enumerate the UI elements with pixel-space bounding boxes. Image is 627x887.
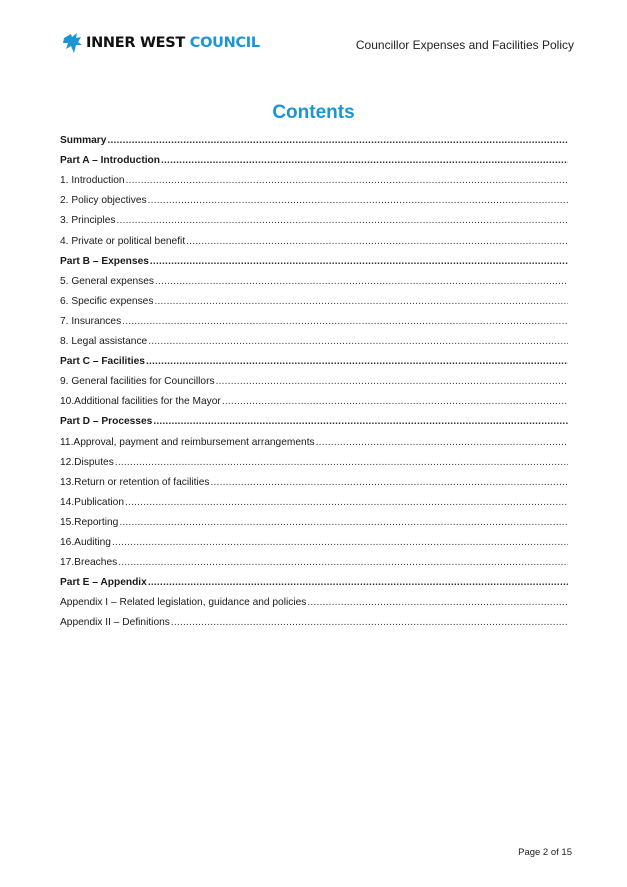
toc-dot-leader (216, 376, 568, 388)
toc-dot-leader (154, 296, 568, 308)
toc-dot-leader (118, 557, 568, 569)
toc-dot-leader (211, 477, 569, 489)
toc-entry-label: 1. Introduction (60, 175, 125, 187)
toc-dot-leader (150, 256, 568, 268)
toc-dot-leader (125, 497, 568, 509)
toc-entry-part-d[interactable] (60, 408, 568, 428)
toc-entry-general-facilities[interactable] (60, 368, 568, 388)
toc-entry-principles[interactable] (60, 207, 568, 227)
toc-entry-label: 17.Breaches (60, 557, 118, 569)
toc-entry-private-political-benefit[interactable] (60, 227, 568, 247)
toc-entry-disputes[interactable] (60, 449, 568, 469)
toc-dot-leader (126, 175, 568, 187)
council-logo (62, 31, 260, 55)
toc-dot-leader (316, 437, 568, 449)
toc-entry-label: Part B – Expenses (60, 255, 149, 267)
toc-dot-leader (148, 336, 568, 348)
toc-entry-label: 6. Specific expenses (60, 295, 154, 307)
document-title: Councillor Expenses and Facilities Policy (355, 38, 574, 52)
toc-entry-publication[interactable] (60, 489, 568, 509)
toc-entry-label: 4. Private or political benefit (60, 235, 186, 247)
logo-word-inner-west: INNER WEST (86, 35, 186, 51)
toc-dot-leader (307, 597, 568, 609)
toc-entry-auditing[interactable] (60, 529, 568, 549)
toc-entry-label: 2. Policy objectives (60, 195, 147, 207)
toc-entry-label: Part E – Appendix (60, 577, 147, 589)
toc-entry-label: 15.Reporting (60, 516, 119, 528)
toc-dot-leader (122, 316, 568, 328)
toc-entry-label: Part D – Processes (60, 416, 153, 428)
toc-entry-part-a[interactable] (60, 147, 568, 167)
toc-entry-part-c[interactable] (60, 348, 568, 368)
toc-dot-leader (222, 396, 568, 408)
toc-entry-label: 11.Approval, payment and reimbursement arrangements (60, 436, 315, 448)
page-number: Page 2 of 15 (518, 847, 572, 858)
toc-entry-breaches[interactable] (60, 549, 568, 569)
toc-entry-label: 7. Insurances (60, 315, 122, 327)
toc-dot-leader (186, 236, 568, 248)
toc-entry-label: 13.Return or retention of facilities (60, 476, 210, 488)
toc-entry-label: 14.Publication (60, 496, 125, 508)
toc-entry-label: 16.Auditing (60, 536, 111, 548)
toc-dot-leader (161, 155, 568, 167)
toc-entry-approval-payment[interactable] (60, 428, 568, 448)
toc-entry-label: Part A – Introduction (60, 155, 160, 167)
toc-dot-leader (146, 356, 568, 368)
toc-entry-policy-objectives[interactable] (60, 187, 568, 207)
toc-entry-part-b[interactable] (60, 248, 568, 268)
toc-dot-leader (153, 416, 568, 428)
toc-entry-part-e[interactable] (60, 569, 568, 589)
toc-entry-label: 12.Disputes (60, 456, 114, 468)
toc-dot-leader (115, 457, 568, 469)
toc-dot-leader (107, 135, 568, 147)
council-logo-text (86, 35, 260, 51)
toc-entry-mayor-facilities[interactable] (60, 388, 568, 408)
page-header (0, 0, 627, 70)
table-of-contents (60, 127, 568, 629)
toc-entry-label: Appendix I – Related legislation, guidance and policies (60, 597, 307, 609)
toc-entry-appendix-i[interactable] (60, 589, 568, 609)
toc-entry-label: Appendix II – Definitions (60, 617, 170, 629)
toc-dot-leader (148, 577, 568, 589)
toc-dot-leader (112, 537, 568, 549)
toc-entry-introduction[interactable] (60, 167, 568, 187)
toc-entry-specific-expenses[interactable] (60, 288, 568, 308)
toc-entry-label: 9. General facilities for Councillors (60, 376, 215, 388)
toc-dot-leader (117, 215, 569, 227)
toc-entry-legal-assistance[interactable] (60, 328, 568, 348)
contents-heading: Contents (272, 102, 355, 123)
toc-entry-insurances[interactable] (60, 308, 568, 328)
toc-entry-label: 10.Additional facilities for the Mayor (60, 396, 221, 408)
toc-entry-return-retention[interactable] (60, 469, 568, 489)
toc-entry-label: Part C – Facilities (60, 356, 145, 368)
toc-entry-summary[interactable] (60, 127, 568, 147)
toc-dot-leader (148, 195, 568, 207)
toc-entry-label: 8. Legal assistance (60, 336, 148, 348)
council-logo-icon (62, 31, 84, 55)
toc-entry-appendix-ii[interactable] (60, 609, 568, 629)
toc-entry-label: 3. Principles (60, 215, 116, 227)
toc-entry-reporting[interactable] (60, 509, 568, 529)
toc-dot-leader (155, 276, 568, 288)
toc-entry-general-expenses[interactable] (60, 268, 568, 288)
toc-entry-label: Summary (60, 135, 107, 147)
toc-entry-label: 5. General expenses (60, 275, 155, 287)
toc-dot-leader (119, 517, 568, 529)
logo-word-council: COUNCIL (189, 35, 260, 51)
toc-dot-leader (171, 617, 568, 629)
